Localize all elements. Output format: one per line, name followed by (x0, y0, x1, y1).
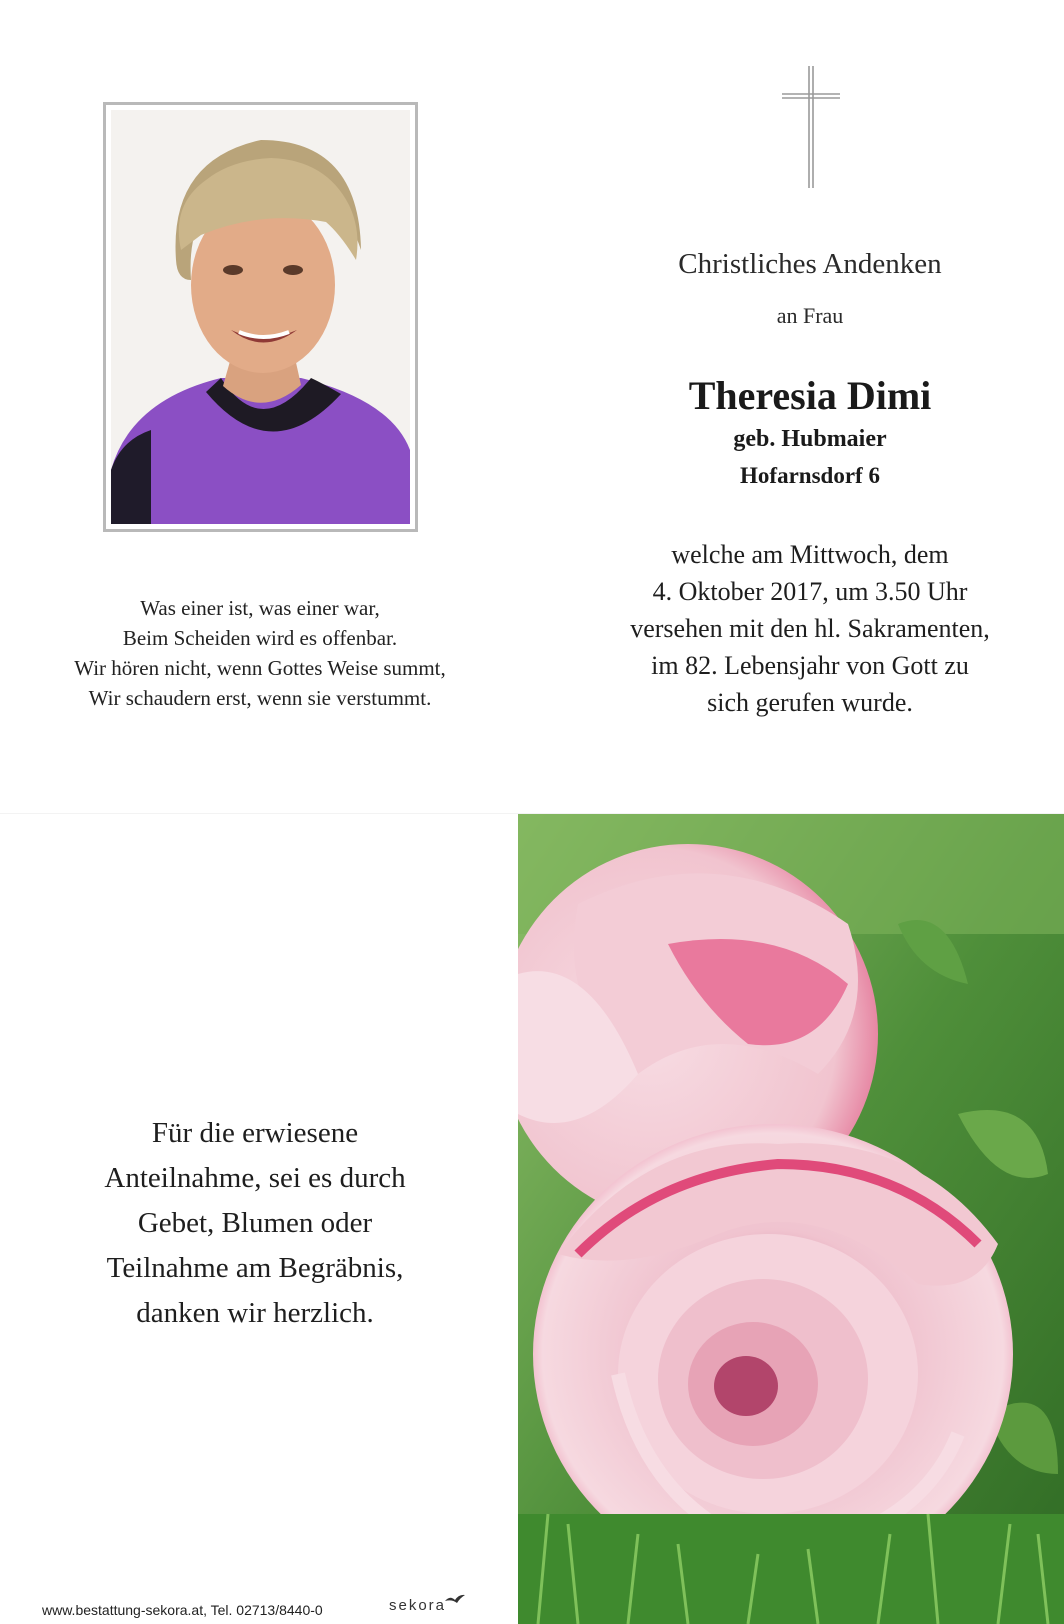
bird-logo-icon (444, 1593, 466, 1607)
death-announcement (590, 536, 1030, 721)
rose-photo (518, 814, 1064, 1624)
thanks-line: Für die erwiesene (151, 1117, 359, 1149)
funeral-home-logo: sekora (389, 1597, 447, 1614)
portrait-image (111, 110, 410, 524)
thanks-message (40, 1111, 470, 1336)
deceased-name: Theresia Dimi (688, 373, 932, 418)
rose-illustration (518, 814, 1064, 1624)
thanks-line: danken wir herzlich. (136, 1297, 374, 1329)
cross-icon (778, 62, 844, 192)
poem-line: Wir hören nicht, wenn Gottes Weise summt, (74, 656, 446, 680)
portrait-photo (103, 102, 418, 532)
death-line: welche am Mittwoch, dem (671, 540, 949, 569)
maiden-name: geb. Hubmaier (733, 426, 887, 452)
funeral-home-contact: www.bestattung-sekora.at, Tel. 02713/8440-0 (42, 1602, 323, 1618)
thanks-line: Gebet, Blumen oder (137, 1207, 373, 1239)
thanks-line: Teilnahme am Begräbnis, (106, 1252, 404, 1284)
thanks-line: Anteilnahme, sei es durch (104, 1162, 406, 1194)
poem-line: Beim Scheiden wird es offenbar. (122, 626, 398, 650)
death-line: im 82. Lebensjahr von Gott zu (651, 651, 969, 680)
salutation: an Frau (776, 303, 844, 328)
death-line: sich gerufen wurde. (707, 688, 913, 717)
address: Hofarnsdorf 6 (740, 463, 880, 488)
poem-line: Wir schaudern erst, wenn sie verstummt. (88, 686, 432, 710)
death-line: 4. Oktober 2017, um 3.50 Uhr (652, 577, 968, 606)
memorial-poem (20, 593, 500, 713)
poem-line: Was einer ist, was einer war, (140, 596, 380, 620)
death-line: versehen mit den hl. Sakramenten, (630, 614, 990, 643)
notice-heading: Christliches Andenken (678, 248, 942, 280)
